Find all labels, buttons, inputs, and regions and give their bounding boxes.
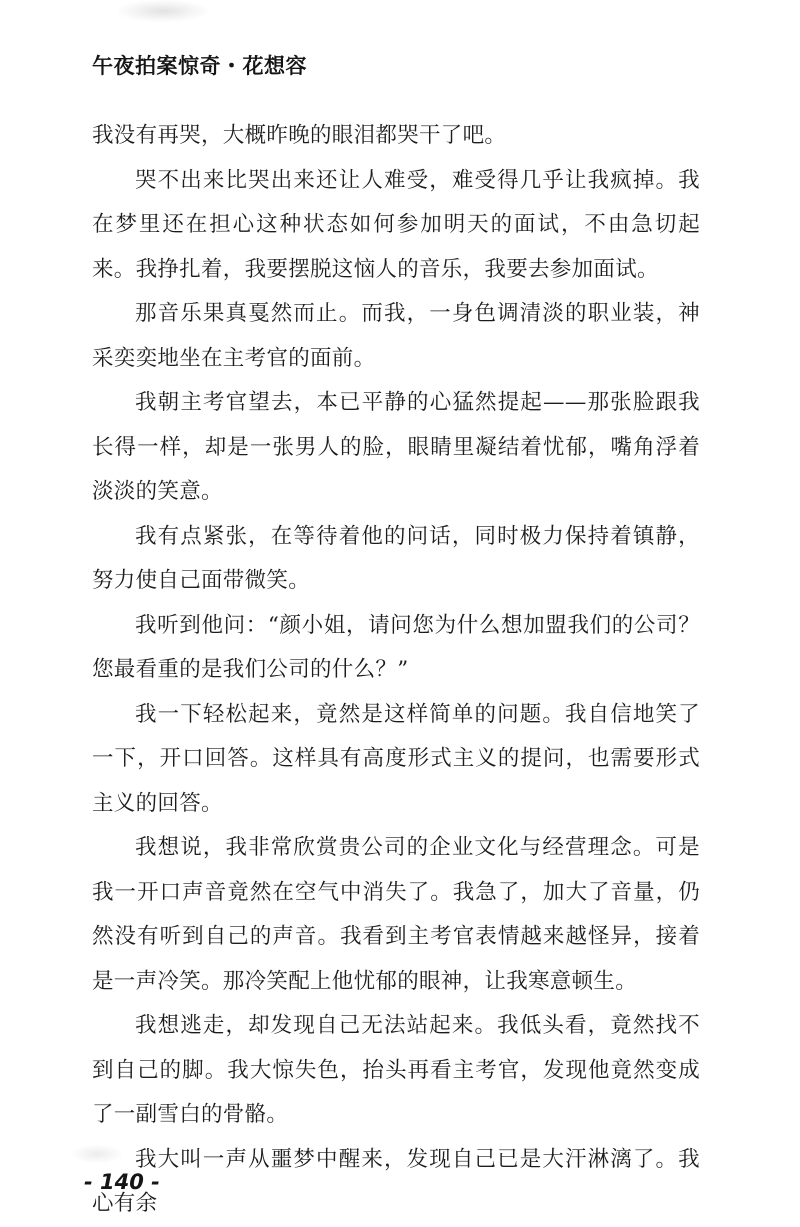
paragraph: 我朝主考官望去，本已平静的心猛然提起——那张脸跟我长得一样，却是一张男人的脸，眼睛里凝结着忧郁，嘴角浮着淡淡的笑意。 — [92, 390, 700, 504]
paragraph: 那音乐果真戛然而止。而我，一身色调清淡的职业装，神采奕奕地坐在主考官的面前。 — [92, 301, 700, 371]
paragraph: 我想说，我非常欣赏贵公司的企业文化与经营理念。可是我一开口声音竟然在空气中消失了。我急了，加大了音量，仍然没有听到自己的声音。我看到主考官表情越来越怪异，接着是一声冷笑。那冷笑配上他忧郁的眼神，让我寒意顿生。 — [92, 835, 700, 994]
paragraph: 我想逃走，却发现自己无法站起来。我低头看，竟然找不到自己的脚。我大惊失色，抬头再看主考官，发现他竟然变成了一副雪白的骨骼。 — [92, 1013, 700, 1127]
paragraph: 我听到他问：“颜小姐，请问您为什么想加盟我们的公司？您最看重的是我们公司的什么？” — [92, 612, 700, 682]
paragraph: 我有点紧张，在等待着他的问话，同时极力保持着镇静，努力使自己面带微笑。 — [92, 523, 700, 593]
scan-smudge — [118, 0, 208, 22]
paragraph: 我没有再哭，大概昨晚的眼泪都哭干了吧。 — [92, 123, 507, 148]
running-head: 午夜拍案惊奇・花想容 — [92, 54, 307, 78]
paragraph: 我一下轻松起来，竟然是这样简单的问题。我自信地笑了一下，开口回答。这样具有高度形式主义的提问，也需要形式主义的回答。 — [92, 701, 700, 816]
page-number: - 140 - — [84, 1170, 160, 1194]
scan-smudge — [72, 1145, 122, 1163]
paragraph: 我大叫一声从噩梦中醒来，发现自己已是大汗淋漓了。我心有余 — [92, 1146, 700, 1216]
paragraph: 哭不出来比哭出来还让人难受，难受得几乎让我疯掉。我在梦里还在担心这种状态如何参加明天的面试，不由急切起来。我挣扎着，我要摆脱这恼人的音乐，我要去参加面试。 — [92, 167, 700, 282]
body-text — [92, 114, 700, 1227]
